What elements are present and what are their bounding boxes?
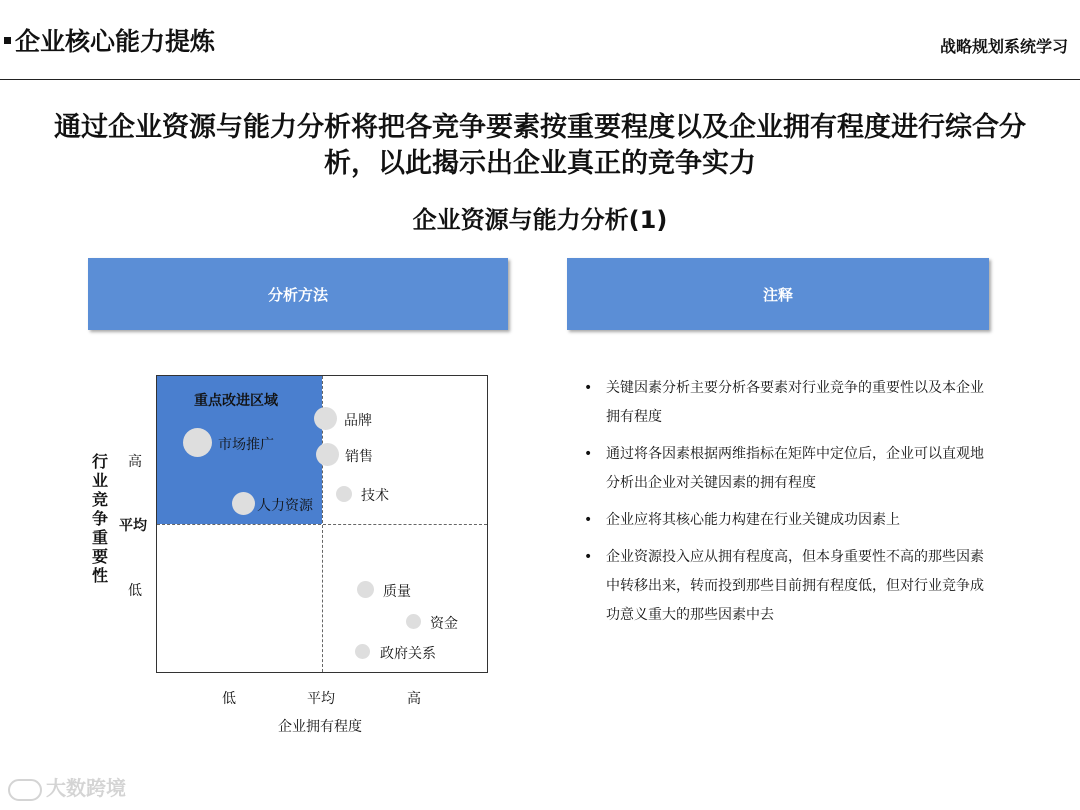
analysis-method-header [88, 258, 508, 330]
point-label-hr: 人力资源 [257, 498, 313, 514]
point-label-capital: 资金 [430, 616, 458, 632]
notes-list [584, 374, 984, 638]
headline: 通过企业资源与能力分析将把各竞争要素按重要程度以及企业拥有程度进行综合分析，以此揭示出企业真正的竞争实力 [54, 112, 1026, 179]
y-tick-low: 低 [128, 583, 142, 599]
x-tick-avg: 平均 [307, 691, 335, 707]
point-marker-brand [314, 407, 337, 430]
watermark-logo-icon [8, 779, 42, 801]
zone-label: 重点改进区域 [194, 393, 278, 409]
point-marker-marketing [183, 428, 212, 457]
point-label-quality: 质量 [383, 584, 411, 600]
point-marker-gov [355, 644, 370, 659]
matrix-horizontal-divider [157, 524, 487, 525]
subtitle: 企业资源与能力分析(1) [412, 206, 668, 234]
header-divider [0, 79, 1080, 80]
point-marker-technology [336, 486, 352, 502]
analysis-method-label: 分析方法 [267, 285, 328, 304]
watermark-text: 大数跨境 [46, 776, 126, 800]
point-marker-hr [232, 492, 255, 515]
point-label-sales: 销售 [345, 449, 373, 465]
page-title [0, 22, 215, 58]
point-label-gov: 政府关系 [380, 646, 436, 662]
point-marker-sales [316, 443, 339, 466]
note-item: • 关键因素分析主要分析各要素对行业竞争的重要性以及本企业拥有程度 [584, 374, 984, 432]
note-item: • 通过将各因素根据两维指标在矩阵中定位后，企业可以直观地分析出企业对关键因素的拥有程度 [584, 440, 984, 498]
point-label-marketing: 市场推广 [218, 437, 274, 453]
point-label-technology: 技术 [361, 488, 389, 504]
note-item: • 企业应将其核心能力构建在行业关键成功因素上 [584, 506, 984, 535]
point-marker-quality [357, 581, 374, 598]
y-tick-high: 高 [128, 454, 142, 470]
y-axis-title: 行业竞争重要性 [91, 452, 108, 585]
watermark [8, 772, 126, 801]
notes-header [567, 258, 989, 330]
page-title-text: 企业核心能力提炼 [15, 27, 216, 56]
x-axis-title: 企业拥有程度 [278, 719, 362, 735]
point-marker-capital [406, 614, 421, 629]
point-label-brand: 品牌 [344, 413, 372, 429]
notes-header-label: 注释 [762, 285, 793, 304]
x-tick-high: 高 [407, 691, 421, 707]
x-tick-low: 低 [222, 691, 236, 707]
y-tick-avg: 平均 [119, 518, 147, 534]
note-item: • 企业资源投入应从拥有程度高，但本身重要性不高的那些因素中转移出来，转而投到那些目前拥有程度低，但对行业竞争成功意义重大的那些因素中去 [584, 543, 984, 630]
title-bullet [4, 37, 11, 44]
course-label: 战略规划系统学习 [939, 37, 1068, 56]
